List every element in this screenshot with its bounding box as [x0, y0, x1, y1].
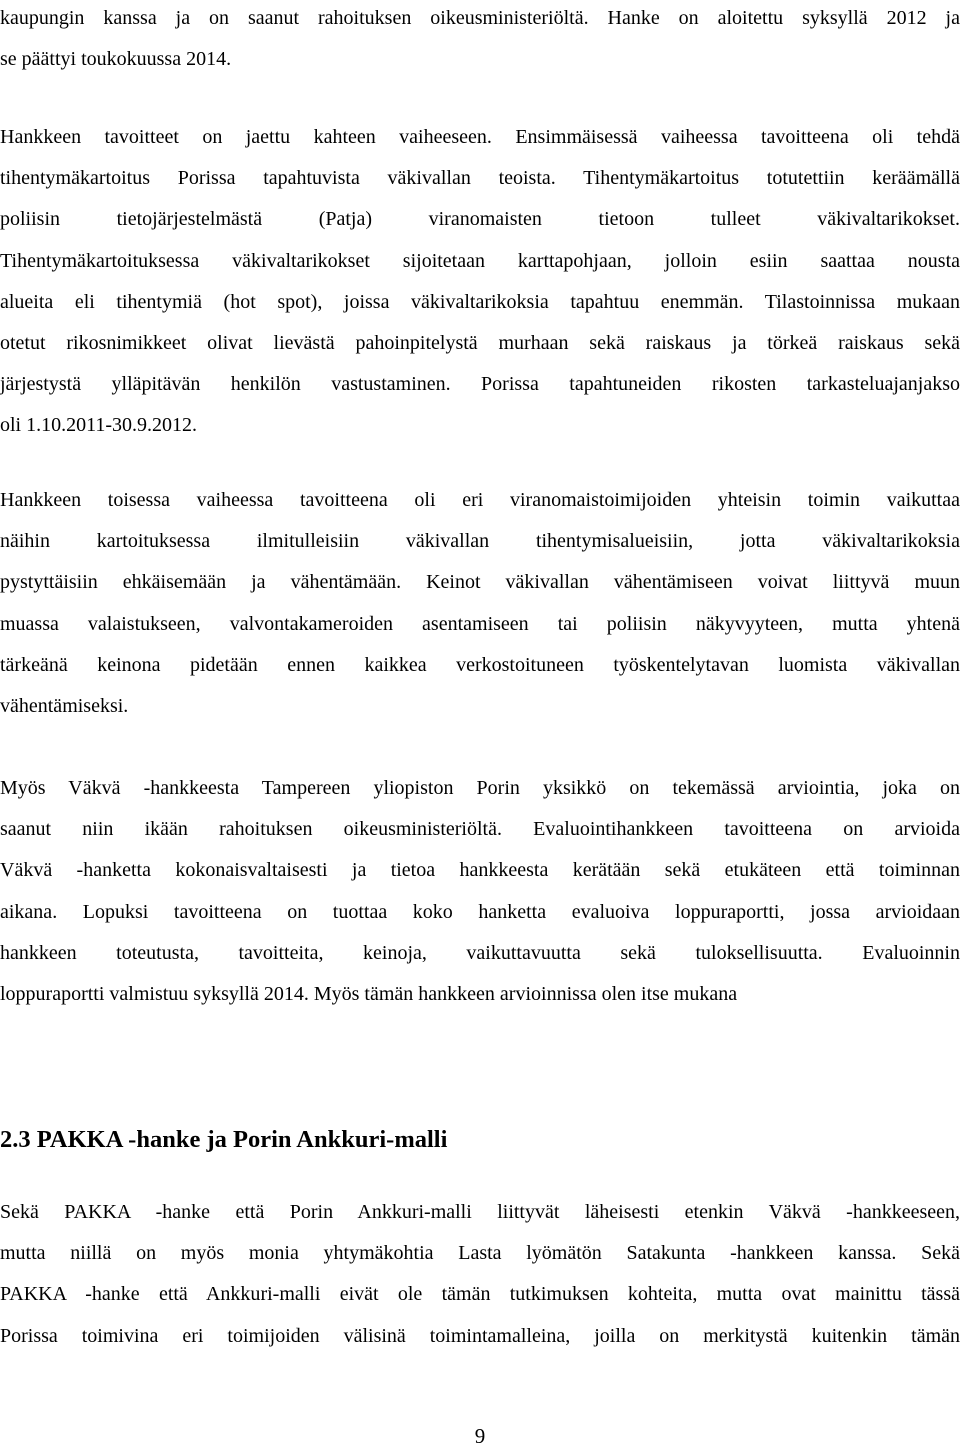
text-line: järjestystä ylläpitävän henkilön vastustaminen. Porissa tapahtuneiden rikosten tarkasteluajanjakso: [0, 373, 960, 396]
paragraph-second-phase: [0, 480, 960, 727]
text-line: loppuraportti valmistuu syksyllä 2014. Myös tämän hankkeen arvioinnissa olen itse mukana: [0, 982, 738, 1005]
text-line: muassa valaistukseen, valvontakameroiden asentamiseen tai poliisin näkyvyyteen, mutta yhtenä: [0, 612, 960, 635]
page-number: 9: [474, 1424, 486, 1448]
text-line: Tihentymäkartoituksessa väkivaltarikokset sijoitetaan karttapohjaan, jolloin esiin saattaa nousta: [0, 249, 960, 272]
paragraph-evaluation: [0, 768, 960, 1015]
text-line: Porissa toimivina eri toimijoiden välisinä toimintamalleina, joilla on merkitystä kuitenkin tämän: [0, 1324, 960, 1347]
text-line: Sekä PAKKA -hanke että Porin Ankkuri-malli liittyvät läheisesti etenkin Väkvä -hankkeeseen,: [0, 1201, 960, 1223]
text-line: kaupungin kanssa ja on saanut rahoituksen oikeusministeriöltä. Hanke on aloitettu syksyllä 2012 ja: [0, 7, 960, 29]
text-line: otetut rikosnimikkeet olivat lievästä pahoinpitelystä murhaan sekä raiskaus ja törkeä raiskaus sekä: [0, 331, 960, 354]
text-line: Hankkeen toisessa vaiheessa tavoitteena oli eri viranomaistoimijoiden yhteisin toimin vaikuttaa: [0, 489, 960, 511]
text-line: Väkvä -hanketta kokonaisvaltaisesti ja tietoa hankkeesta kerätään sekä etukäteen että toiminnan: [0, 859, 960, 882]
text-line: Myös Väkvä -hankkeesta Tampereen yliopiston Porin yksikkö on tekemässä arviointia, joka on: [0, 777, 960, 799]
text-line: oli 1.10.2011-30.9.2012.: [0, 414, 198, 437]
section-heading: 2.3 PAKKA -hanke ja Porin Ankkuri-malli: [0, 1126, 448, 1153]
text-line: alueita eli tihentymiä (hot spot), joissa väkivaltarikoksia tapahtuu enemmän. Tilastoinnissa mukaan: [0, 290, 960, 313]
text-line: näihin kartoituksessa ilmitulleisiin väkivallan tihentymisalueisiin, jotta väkivaltarikoksia: [0, 530, 960, 553]
text-line: tihentymäkartoitus Porissa tapahtuvista väkivallan teoista. Tihentymäkartoitus totutettiin keräämällä: [0, 167, 960, 190]
text-line: hankkeen toteutusta, tavoitteita, keinoja, vaikuttavuutta sekä tuloksellisuutta. Evaluoinnin: [0, 941, 960, 964]
paragraph-pakka-ankkuri: [0, 1192, 960, 1357]
paragraph-intro-continuation: [0, 0, 960, 80]
text-line: Hankkeen tavoitteet on jaettu kahteen vaiheeseen. Ensimmäisessä vaiheessa tavoitteena oli tehdä: [0, 126, 960, 148]
text-line: poliisin tietojärjestelmästä (Patja) viranomaisten tietoon tulleet väkivaltarikokset.: [0, 208, 960, 231]
text-line: aikana. Lopuksi tavoitteena on tuottaa koko hanketta evaluoiva loppuraportti, jossa arvioidaan: [0, 900, 960, 923]
text-line: tärkeänä keinona pidetään ennen kaikkea verkostoituneen työskentelytavan luomista väkivallan: [0, 653, 960, 676]
text-line: mutta niillä on myös monia yhtymäkohtia Lasta lyömätön Satakunta -hankkeen kanssa. Sekä: [0, 1242, 960, 1265]
text-line: se päättyi toukokuussa 2014.: [0, 48, 232, 71]
text-line: PAKKA -hanke että Ankkuri-malli eivät ole tämän tutkimuksen kohteita, mutta ovat mainittu tässä: [0, 1283, 960, 1306]
paragraph-project-goals: [0, 117, 960, 447]
text-line: vähentämiseksi.: [0, 694, 129, 717]
text-line: pystyttäisiin ehkäisemään ja vähentämään. Keinot väkivallan vähentämiseen voivat liittyvä muun: [0, 571, 960, 594]
text-line: saanut niin ikään rahoituksen oikeusministeriöltä. Evaluointihankkeen tavoitteena on arvioida: [0, 818, 960, 841]
